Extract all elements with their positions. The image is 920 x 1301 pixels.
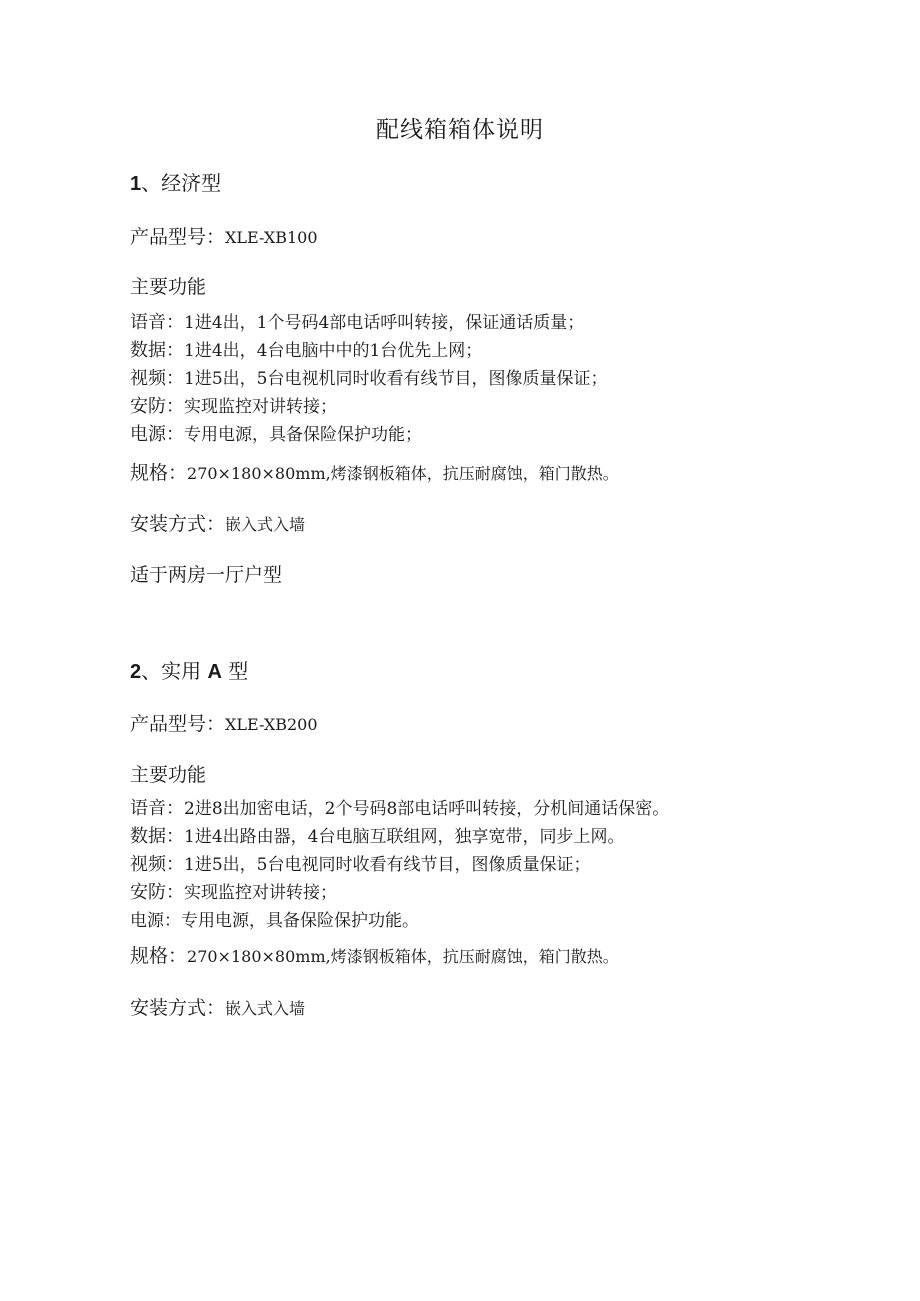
feature-voice [130, 309, 850, 337]
spec-value: 270×180×80mm,烤漆钢板箱体，抗压耐腐蚀，箱门散热。 [187, 464, 619, 483]
model-label: 产品型号： [130, 713, 226, 735]
features-heading: 主要功能 [130, 276, 207, 298]
section-number: 1 [130, 173, 142, 195]
feature-label: 视频： [130, 368, 184, 389]
feature-text: 2进8出加密电话，2个号码8部电话呼叫转接，分机间通话保密。 [184, 799, 670, 819]
feature-label: 语音： [130, 312, 184, 333]
features-heading: 主要功能 [130, 764, 207, 786]
feature-text: 实现监控对讲转接； [184, 883, 337, 903]
section-heading [130, 169, 850, 198]
features-list [130, 309, 850, 449]
feature-text: 1进5出，5台电视机同时收看有线节目，图像质量保证； [184, 369, 608, 389]
install-value: 嵌入式入墙 [225, 515, 306, 534]
section-separator: 、实用 [141, 659, 202, 683]
section-heading [130, 657, 850, 686]
feature-text: 1进4出，1个号码4部电话呼叫转接，保证通话质量； [184, 313, 585, 333]
feature-label: 电源： [130, 424, 184, 445]
feature-text: 1进5出，5台电视同时收看有线节目，图像质量保证； [184, 855, 591, 875]
feature-data [130, 337, 850, 365]
section-practical-a [130, 657, 850, 686]
feature-security [130, 879, 850, 907]
model-line [130, 710, 850, 739]
section-letter: A [207, 661, 222, 683]
install-line [130, 994, 850, 1023]
install-label: 安装方式： [130, 513, 226, 535]
feature-video [130, 365, 850, 393]
feature-voice [130, 795, 850, 823]
section-economy [130, 169, 850, 198]
install-value: 嵌入式入墙 [225, 999, 306, 1018]
feature-security [130, 393, 850, 421]
suitable-line: 适于两房一厅户型 [130, 564, 283, 586]
feature-label: 视频： [130, 854, 184, 875]
feature-text: 1进4出，4台电脑中中的1台优先上网； [184, 341, 483, 361]
feature-label: 电源： [130, 911, 181, 931]
feature-text: 专用电源，具备保险保护功能； [184, 425, 422, 445]
feature-text: 1进4出路由器，4台电脑互联组网，独享宽带，同步上网。 [184, 827, 625, 847]
feature-power [130, 421, 850, 449]
model-label: 产品型号： [130, 226, 226, 248]
spec-label: 规格： [130, 945, 188, 967]
feature-label: 语音： [130, 798, 184, 819]
section-number: 2 [130, 661, 142, 683]
feature-data [130, 823, 850, 851]
document-title: 配线箱箱体说明 [376, 117, 544, 143]
spec-line [130, 459, 850, 488]
spec-value: 270×180×80mm,烤漆钢板箱体，抗压耐腐蚀，箱门散热。 [187, 947, 619, 966]
feature-video [130, 851, 850, 879]
feature-label: 数据： [130, 826, 184, 847]
feature-label: 数据： [130, 340, 184, 361]
section-name: 经济型 [161, 171, 222, 195]
feature-power [130, 907, 850, 935]
section-name: 型 [228, 659, 249, 683]
spec-line [130, 942, 850, 971]
model-value: XLE-XB100 [225, 228, 318, 247]
model-value: XLE-XB200 [225, 715, 318, 734]
feature-text: 实现监控对讲转接； [184, 397, 337, 417]
spec-label: 规格： [130, 462, 188, 484]
section-separator: 、 [141, 171, 162, 195]
model-line [130, 223, 850, 252]
install-line [130, 510, 850, 539]
feature-text: 专用电源，具备保险保护功能。 [181, 911, 419, 931]
features-list [130, 795, 850, 935]
feature-label: 安防： [130, 882, 184, 903]
feature-label: 安防： [130, 396, 184, 417]
install-label: 安装方式： [130, 997, 226, 1019]
